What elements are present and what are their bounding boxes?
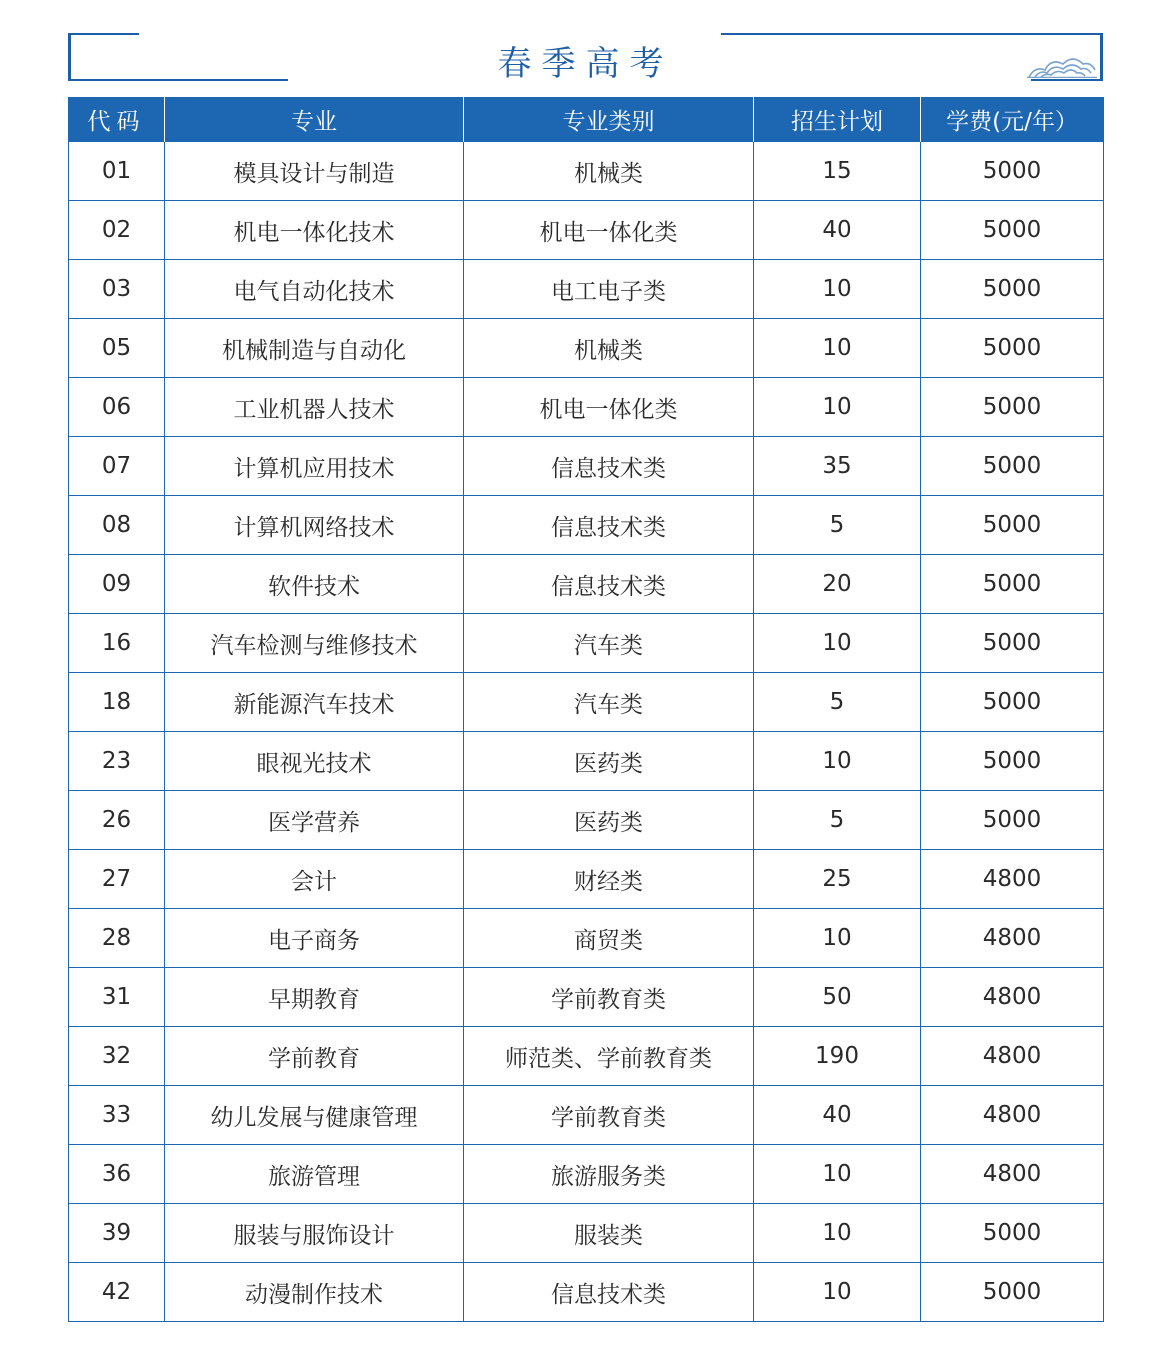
cell-code: 42	[69, 1263, 165, 1322]
cell-code: 26	[69, 791, 165, 850]
table-row	[69, 614, 1104, 673]
page-title: 春季高考	[497, 44, 674, 84]
cell-major: 服装与服饰设计	[165, 1204, 464, 1263]
cell-fee: 5000	[921, 378, 1104, 437]
cell-code: 23	[69, 732, 165, 791]
cell-fee: 5000	[921, 437, 1104, 496]
cell-major: 计算机应用技术	[165, 437, 464, 496]
cell-category: 财经类	[464, 850, 754, 909]
table-row	[69, 437, 1104, 496]
cell-code: 08	[69, 496, 165, 555]
table-row	[69, 319, 1104, 378]
cell-category: 机械类	[464, 142, 754, 201]
cell-plan: 50	[754, 968, 921, 1027]
cell-code: 05	[69, 319, 165, 378]
title-bar	[68, 30, 1103, 84]
cell-code: 03	[69, 260, 165, 319]
cell-plan: 25	[754, 850, 921, 909]
table-row	[69, 850, 1104, 909]
cell-fee: 5000	[921, 791, 1104, 850]
header-plan: 招生计划	[754, 97, 921, 142]
cell-fee: 5000	[921, 614, 1104, 673]
table-header-row	[69, 97, 1104, 142]
header-category: 专业类别	[464, 97, 754, 142]
cell-fee: 5000	[921, 142, 1104, 201]
cell-major: 新能源汽车技术	[165, 673, 464, 732]
cell-major: 机械制造与自动化	[165, 319, 464, 378]
cell-fee: 5000	[921, 1204, 1104, 1263]
cell-plan: 10	[754, 260, 921, 319]
table-row	[69, 1145, 1104, 1204]
cell-category: 医药类	[464, 791, 754, 850]
cell-major: 计算机网络技术	[165, 496, 464, 555]
cell-code: 27	[69, 850, 165, 909]
cell-code: 06	[69, 378, 165, 437]
cell-category: 服装类	[464, 1204, 754, 1263]
cell-major: 软件技术	[165, 555, 464, 614]
cell-plan: 35	[754, 437, 921, 496]
cell-plan: 10	[754, 732, 921, 791]
cell-category: 师范类、学前教育类	[464, 1027, 754, 1086]
cell-fee: 4800	[921, 968, 1104, 1027]
cell-plan: 10	[754, 319, 921, 378]
table-row	[69, 732, 1104, 791]
cell-plan: 5	[754, 673, 921, 732]
cell-major: 电气自动化技术	[165, 260, 464, 319]
cell-fee: 5000	[921, 496, 1104, 555]
cell-category: 机械类	[464, 319, 754, 378]
cell-major: 汽车检测与维修技术	[165, 614, 464, 673]
cell-code: 18	[69, 673, 165, 732]
cell-code: 32	[69, 1027, 165, 1086]
cell-major: 电子商务	[165, 909, 464, 968]
cell-code: 36	[69, 1145, 165, 1204]
cell-fee: 5000	[921, 319, 1104, 378]
cell-code: 31	[69, 968, 165, 1027]
cell-major: 眼视光技术	[165, 732, 464, 791]
cell-plan: 40	[754, 201, 921, 260]
majors-table	[68, 97, 1104, 1322]
table-row	[69, 378, 1104, 437]
cell-category: 医药类	[464, 732, 754, 791]
table-row	[69, 909, 1104, 968]
table-row	[69, 1027, 1104, 1086]
cell-fee: 4800	[921, 1145, 1104, 1204]
cell-category: 信息技术类	[464, 437, 754, 496]
cell-major: 医学营养	[165, 791, 464, 850]
cell-plan: 40	[754, 1086, 921, 1145]
cell-major: 机电一体化技术	[165, 201, 464, 260]
cell-fee: 5000	[921, 260, 1104, 319]
table-row	[69, 260, 1104, 319]
cell-fee: 5000	[921, 673, 1104, 732]
cell-plan: 10	[754, 1145, 921, 1204]
cell-category: 电工电子类	[464, 260, 754, 319]
cell-fee: 4800	[921, 1086, 1104, 1145]
cell-category: 信息技术类	[464, 496, 754, 555]
table-row	[69, 1263, 1104, 1322]
header-code: 代码	[69, 97, 165, 142]
cell-plan: 10	[754, 378, 921, 437]
cell-plan: 10	[754, 909, 921, 968]
cloud-icon	[1027, 52, 1097, 78]
cell-major: 旅游管理	[165, 1145, 464, 1204]
cell-code: 33	[69, 1086, 165, 1145]
cell-fee: 5000	[921, 732, 1104, 791]
cell-category: 汽车类	[464, 614, 754, 673]
table-row	[69, 968, 1104, 1027]
cell-fee: 4800	[921, 850, 1104, 909]
cell-fee: 5000	[921, 201, 1104, 260]
cell-category: 旅游服务类	[464, 1145, 754, 1204]
header-major: 专业	[165, 97, 464, 142]
table-row	[69, 791, 1104, 850]
cell-plan: 10	[754, 1204, 921, 1263]
table-row	[69, 1086, 1104, 1145]
cell-fee: 5000	[921, 1263, 1104, 1322]
cell-plan: 5	[754, 791, 921, 850]
cell-code: 07	[69, 437, 165, 496]
cell-plan: 190	[754, 1027, 921, 1086]
cell-major: 早期教育	[165, 968, 464, 1027]
cell-code: 02	[69, 201, 165, 260]
cell-major: 工业机器人技术	[165, 378, 464, 437]
cell-plan: 20	[754, 555, 921, 614]
cell-major: 动漫制作技术	[165, 1263, 464, 1322]
cell-category: 机电一体化类	[464, 201, 754, 260]
cell-category: 学前教育类	[464, 968, 754, 1027]
cell-fee: 4800	[921, 1027, 1104, 1086]
cell-plan: 15	[754, 142, 921, 201]
cell-plan: 10	[754, 1263, 921, 1322]
cell-fee: 5000	[921, 555, 1104, 614]
cell-major: 模具设计与制造	[165, 142, 464, 201]
table-row	[69, 496, 1104, 555]
cell-category: 机电一体化类	[464, 378, 754, 437]
cell-major: 会计	[165, 850, 464, 909]
cell-category: 汽车类	[464, 673, 754, 732]
cell-fee: 4800	[921, 909, 1104, 968]
table-body	[69, 142, 1104, 1322]
cell-major: 幼儿发展与健康管理	[165, 1086, 464, 1145]
header-fee: 学费(元/年）	[921, 97, 1104, 142]
cell-major: 学前教育	[165, 1027, 464, 1086]
cell-code: 01	[69, 142, 165, 201]
cell-code: 39	[69, 1204, 165, 1263]
table-row	[69, 201, 1104, 260]
cell-category: 学前教育类	[464, 1086, 754, 1145]
cell-code: 28	[69, 909, 165, 968]
cell-category: 商贸类	[464, 909, 754, 968]
cell-category: 信息技术类	[464, 1263, 754, 1322]
cell-category: 信息技术类	[464, 555, 754, 614]
cell-plan: 5	[754, 496, 921, 555]
table-row	[69, 673, 1104, 732]
table-row	[69, 142, 1104, 201]
cell-code: 09	[69, 555, 165, 614]
table-row	[69, 1204, 1104, 1263]
table-row	[69, 555, 1104, 614]
cell-plan: 10	[754, 614, 921, 673]
cell-code: 16	[69, 614, 165, 673]
